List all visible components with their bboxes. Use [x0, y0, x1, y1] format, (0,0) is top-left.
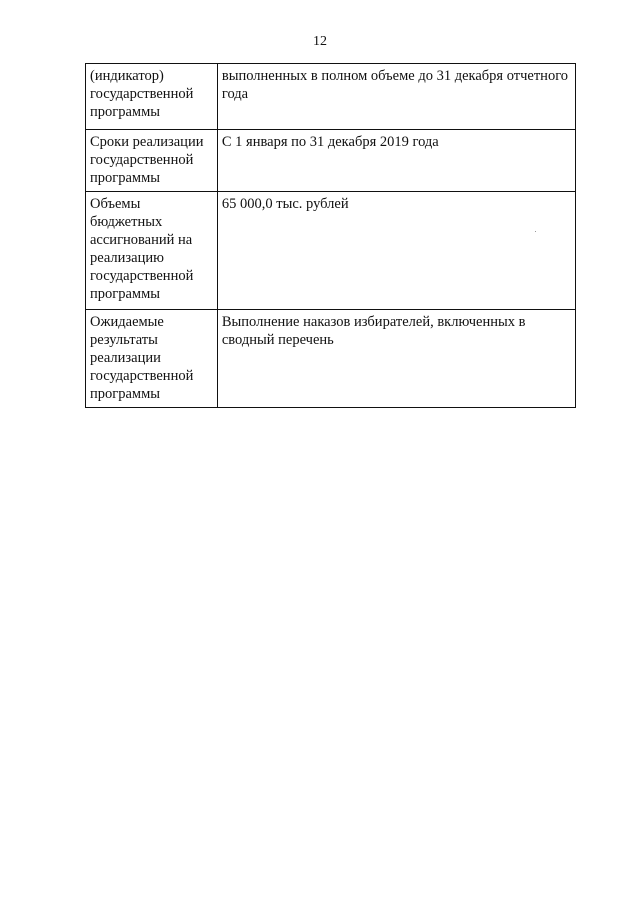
table-row-expected-results — [86, 310, 576, 408]
scan-speck — [535, 231, 536, 232]
row-label-budget-allocations: Объемы бюджетных ассигнований на реализацию государственной программы — [86, 192, 218, 310]
table-row-budget-allocations — [86, 192, 576, 310]
table-row-indicator — [86, 64, 576, 130]
row-value-indicator: выполненных в полном объеме до 31 декабря отчетного года — [217, 64, 575, 130]
program-passport-table — [85, 63, 576, 408]
row-label-expected-results: Ожидаемые результаты реализации государственной программы — [86, 310, 218, 408]
table-row-implementation-period — [86, 130, 576, 192]
row-value-budget-allocations: 65 000,0 тыс. рублей — [217, 192, 575, 310]
row-value-implementation-period: С 1 января по 31 декабря 2019 года — [217, 130, 575, 192]
row-value-expected-results: Выполнение наказов избирателей, включенных в сводный перечень — [217, 310, 575, 408]
row-label-indicator: (индикатор) государственной программы — [86, 64, 218, 130]
page-number: 12 — [313, 34, 327, 49]
row-label-implementation-period: Сроки реализации государственной программы — [86, 130, 218, 192]
